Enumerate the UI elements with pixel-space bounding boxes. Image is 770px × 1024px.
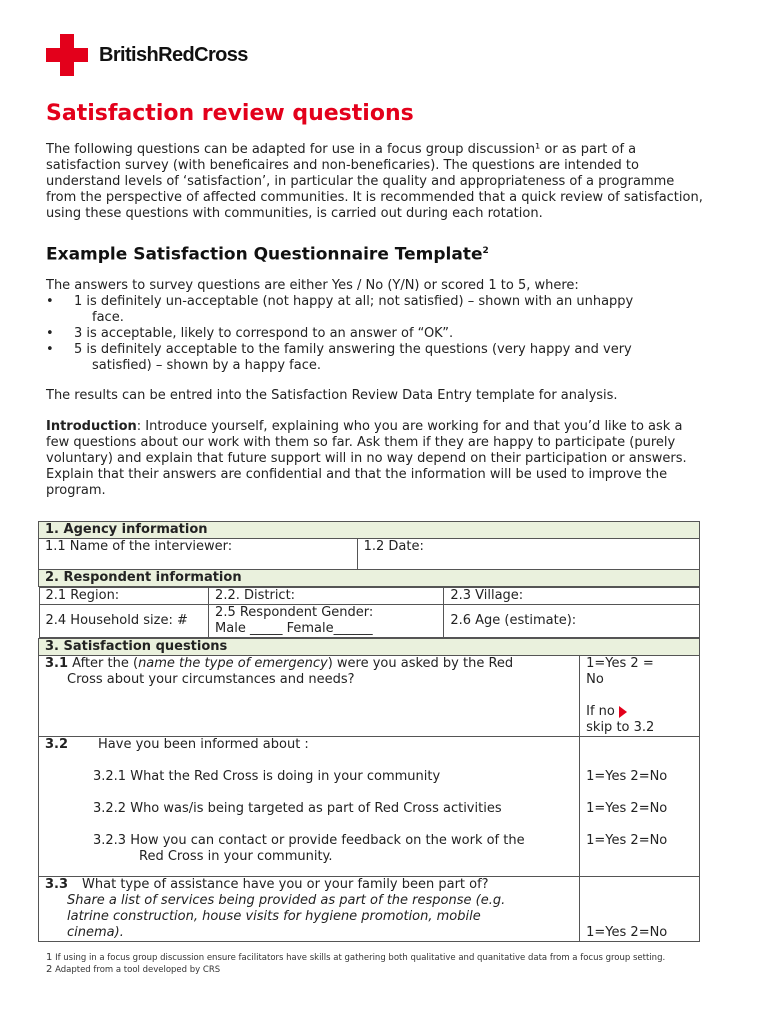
field-region: 2.1 Region: — [39, 588, 209, 605]
document-body — [46, 98, 706, 499]
footnote-ref-2: 2 — [482, 246, 489, 256]
list-item: • 3 is acceptable, likely to correspond to an answer of “OK”. — [46, 325, 454, 341]
field-village: 2.3 Village: — [444, 588, 699, 605]
bullet-icon: • — [46, 293, 54, 309]
questionnaire-table — [38, 521, 700, 942]
footnote-1: 1 If using in a focus group discussion ensure facilitators have skills at gathering both qualitative and quanitative data from a focus group setting. — [46, 952, 666, 963]
field-date: 1.2 Date: — [357, 539, 699, 570]
question-3-1: 3.1 After the (name the type of emergency) were you asked by the Red Cross about your circumstances and needs? — [39, 656, 580, 737]
list-item: • 1 is definitely un-acceptable (not happy at all; not satisfied) – shown with an unhappy face. — [46, 293, 634, 325]
section-satisfaction: 3. Satisfaction questions — [39, 639, 700, 656]
list-item: • 5 is definitely acceptable to the family answering the questions (very happy and very satisfied) – shown by a happy face. — [46, 341, 632, 373]
bullet-icon: • — [46, 325, 54, 341]
field-gender: 2.5 Respondent Gender: Male _____ Female______ — [209, 605, 444, 638]
field-interviewer-name: 1.1 Name of the interviewer: — [39, 539, 358, 570]
footnotes — [46, 952, 706, 976]
field-district: 2.2. District: — [209, 588, 444, 605]
page-title: Satisfaction review questions — [46, 101, 414, 126]
introduction-paragraph: Introduction: Introduce yourself, explaining who you are working for and that you’d like to ask a few questions about our work with them so far. Ask them if they are happy to participate (purely voluntary) and explain that future support will in no way depend on their participation or answers. Explain that their answers are confidential and that the information will be used to improve the program. — [46, 418, 687, 498]
answers-3-2: 1=Yes 2=No 1=Yes 2=No 1=Yes 2=No — [580, 737, 700, 877]
red-cross-icon — [46, 34, 88, 76]
answer-3-1: 1=Yes 2 = No If no skip to 3.2 — [580, 656, 700, 737]
question-3-3: 3.3 What type of assistance have you or your family been part of? Share a list of services being provided as part of the response (e.g. latrine construction, house visits for hygiene promotion, mobile cinema). — [39, 877, 580, 942]
field-household-size: 2.4 Household size: # — [39, 605, 209, 638]
arrow-right-icon — [619, 706, 627, 718]
section-respondent: 2. Respondent information — [39, 570, 700, 587]
scoring-list — [46, 294, 706, 374]
section-agency: 1. Agency information — [39, 522, 700, 539]
question-3-2: 3.2 Have you been informed about : 3.2.1 What the Red Cross is doing in your community 3.2.2 Who was/is being targeted as part of Red Cross activities 3.2.3 How you can contact or provide feedback on the work of the Red Cross in your community. — [39, 737, 580, 877]
results-paragraph: The results can be entred into the Satisfaction Review Data Entry template for analysis. — [46, 387, 618, 403]
bullet-icon: • — [46, 341, 54, 357]
respondent-grid — [39, 587, 700, 638]
field-age: 2.6 Age (estimate): — [444, 605, 699, 638]
logo-text: BritishRedCross — [99, 43, 248, 66]
british-red-cross-logo — [46, 34, 248, 76]
intro-paragraph: The following questions can be adapted for use in a focus group discussion¹ or as part of a satisfaction survey (with beneficaires and non-beneficaries). The questions are intended to understand levels of ‘satisfaction’, in particular the quality and appropriateness of a programme from the perspective of affected communities. It is recommended that a quick review of satisfaction, using these questions with communities, is carried out during each rotation. — [46, 142, 703, 221]
answer-3-3: 1=Yes 2=No — [580, 877, 700, 942]
answers-lead: The answers to survey questions are either Yes / No (Y/N) or scored 1 to 5, where: — [46, 277, 579, 293]
footnote-2: 2 Adapted from a tool developed by CRS — [46, 964, 221, 975]
template-heading: Example Satisfaction Questionnaire Template$^2$ — [46, 244, 489, 265]
